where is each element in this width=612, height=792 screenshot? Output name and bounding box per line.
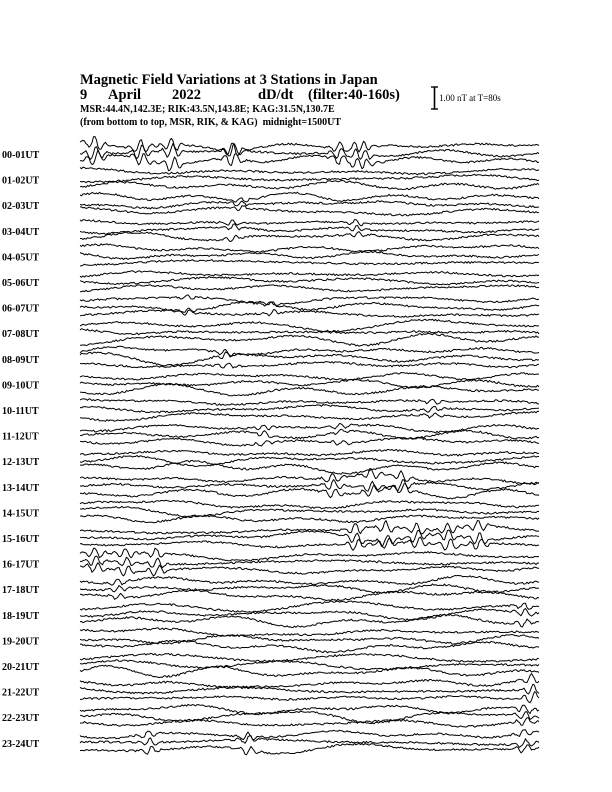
trace-msr <box>80 260 539 266</box>
hour-label: 00-01UT <box>2 150 40 161</box>
hour-label: 18-19UT <box>2 610 40 622</box>
order-note: (from bottom to top, MSR, RIK, & KAG) <box>80 117 258 128</box>
station-coordinates: MSR:44.4N,142.3E; RIK:43.5N,143.8E; KAG:31.5N,130.7E <box>80 104 335 115</box>
hour-label: 02-03UT <box>2 201 40 213</box>
hour-label: 07-08UT <box>2 329 40 341</box>
hour-label: 04-05UT <box>2 252 40 264</box>
trace-kag <box>80 730 539 740</box>
trace-rik <box>80 684 539 694</box>
trace-rik <box>80 251 539 259</box>
hour-label: 21-22UT <box>2 687 40 699</box>
hour-label: 14-15UT <box>2 508 40 520</box>
day: 9 <box>80 87 88 103</box>
hour-label: 15-16UT <box>2 534 40 545</box>
trace-kag <box>80 469 539 485</box>
trace-rik <box>80 506 539 516</box>
trace-msr <box>80 310 539 318</box>
hour-label: 05-06UT <box>2 278 40 289</box>
hour-label: 16-17UT <box>2 559 40 571</box>
trace-kag <box>80 192 539 202</box>
trace-kag <box>80 575 539 585</box>
trace-msr <box>80 537 539 550</box>
trace-rik <box>80 405 539 414</box>
hour-label: 01-02UT <box>2 175 40 187</box>
trace-msr <box>80 206 539 216</box>
trace-msr <box>80 437 539 446</box>
trace-kag <box>80 220 539 226</box>
trace-rik <box>80 556 539 568</box>
hour-label: 20-21UT <box>2 662 40 673</box>
midnight-note: midnight=1500UT <box>262 117 342 128</box>
trace-msr <box>80 614 539 627</box>
hour-label: 12-13UT <box>2 457 40 469</box>
trace-msr <box>80 718 539 727</box>
trace-rik <box>80 635 539 645</box>
hour-label: 06-07UT <box>2 303 40 315</box>
hour-label: 11-12UT <box>2 431 39 443</box>
hour-label: 03-04UT <box>2 226 40 238</box>
trace-msr <box>80 515 539 523</box>
trace-rik <box>80 711 539 724</box>
trace-kag <box>80 399 539 406</box>
trace-msr <box>80 590 539 601</box>
trace-rik <box>80 276 539 285</box>
trace-rik <box>80 174 539 183</box>
trace-msr <box>80 232 539 242</box>
trace-kag <box>80 319 539 332</box>
trace-kag <box>80 167 539 175</box>
hour-label: 10-11UT <box>2 406 39 417</box>
quantity: dD/dt <box>258 87 294 103</box>
hour-label: 08-09UT <box>2 354 40 366</box>
trace-kag <box>80 295 539 306</box>
trace-kag <box>80 424 539 434</box>
trace-kag <box>80 705 539 715</box>
trace-rik <box>80 201 539 209</box>
trace-rik <box>80 429 539 439</box>
trace-rik <box>80 456 539 467</box>
hour-label: 17-18UT <box>2 585 40 597</box>
hour-label: 13-14UT <box>2 482 40 494</box>
trace-rik <box>80 736 539 748</box>
hour-label: 22-23UT <box>2 713 40 725</box>
year: 2022 <box>172 87 201 103</box>
month: April <box>108 87 142 103</box>
chart-title: Magnetic Field Variations at 3 Stations in Japan <box>80 72 378 88</box>
trace-kag <box>80 500 539 509</box>
trace-kag <box>80 271 539 277</box>
trace-kag <box>80 628 539 637</box>
trace-rik <box>80 609 539 621</box>
trace-msr <box>80 285 539 292</box>
hour-label: 19-20UT <box>2 636 40 648</box>
trace-msr <box>80 665 539 677</box>
hour-label: 23-24UT <box>2 738 40 750</box>
trace-kag <box>80 653 539 662</box>
scale-label: 1.00 nT at T=80s <box>439 93 501 103</box>
trace-rik <box>80 584 539 593</box>
hour-label: 09-10UT <box>2 380 40 392</box>
trace-kag <box>80 449 539 456</box>
trace-kag <box>80 373 539 381</box>
trace-msr <box>80 181 539 190</box>
filter-range: (filter:40-160s) <box>308 87 400 103</box>
trace-kag <box>80 244 539 253</box>
trace-kag <box>80 548 539 561</box>
trace-rik <box>80 352 539 366</box>
trace-msr <box>80 333 539 346</box>
